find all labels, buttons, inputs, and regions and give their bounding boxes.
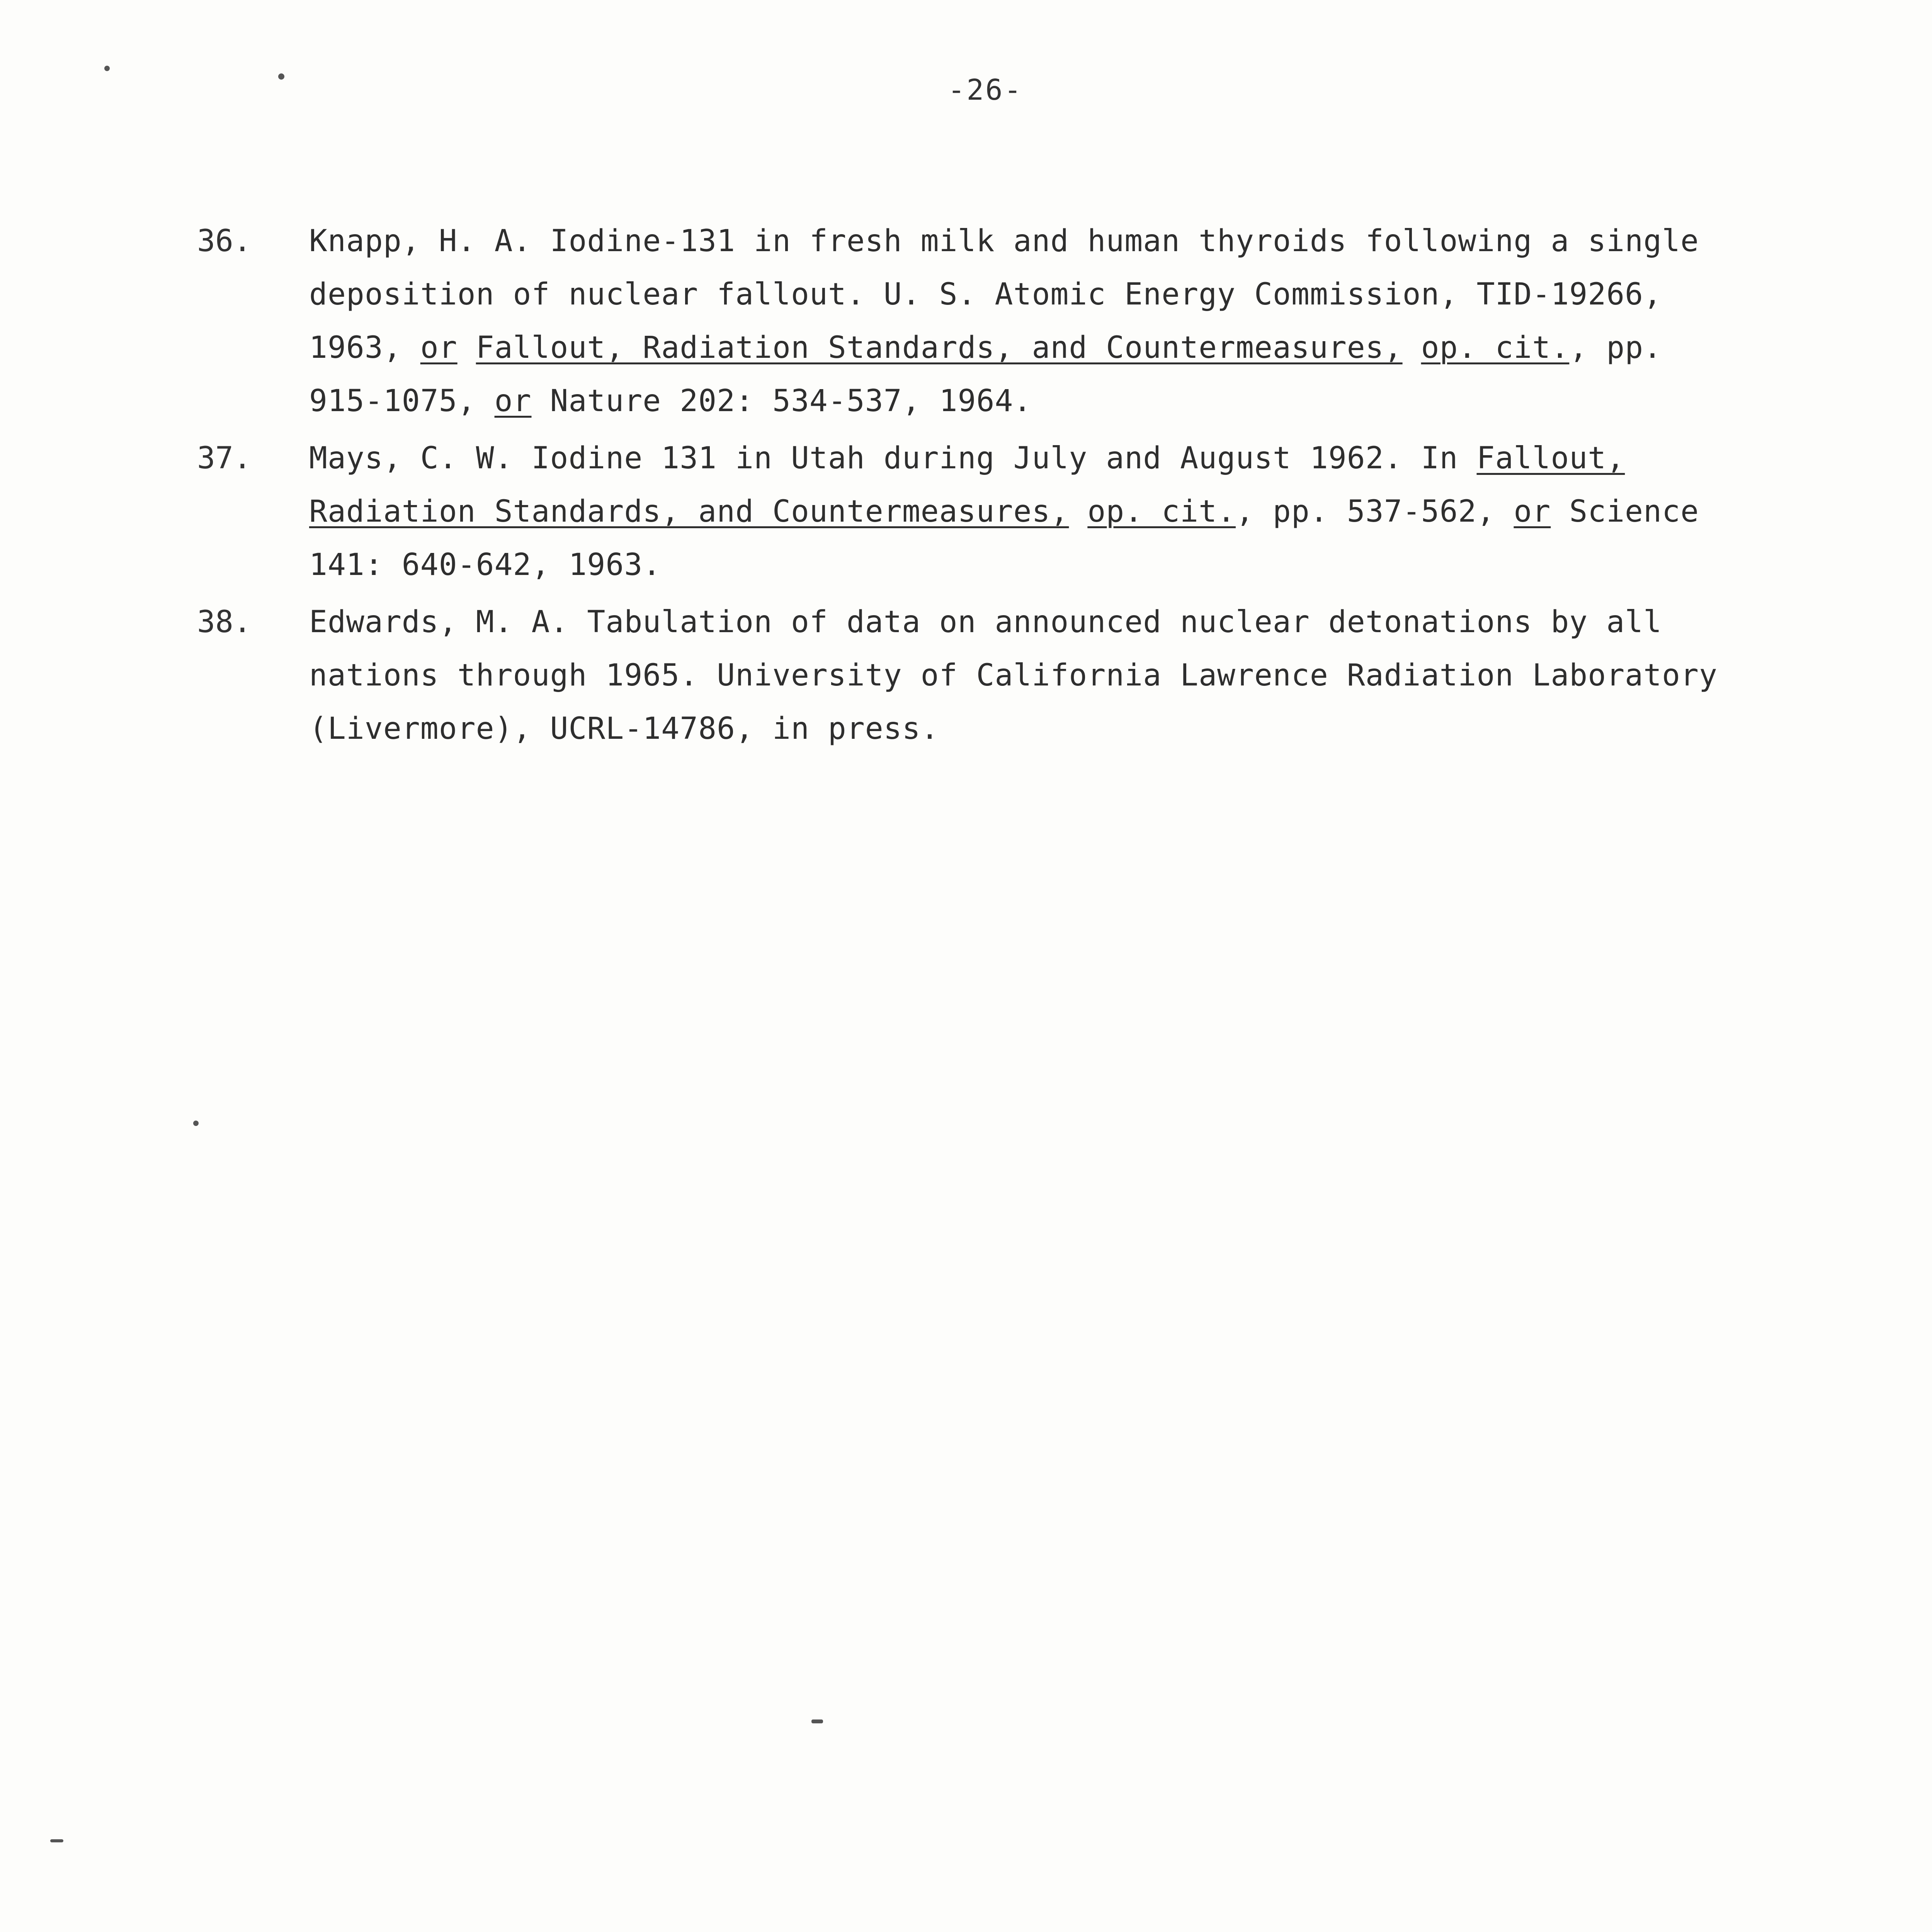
reference-text: Mays, C. W. Iodine 131 in Utah during July and August 1962. In xyxy=(309,441,1477,476)
reference-line xyxy=(309,485,1801,538)
reference-text: 141: 640-642, 1963. xyxy=(309,548,662,582)
underlined-text: op. cit. xyxy=(1421,330,1570,365)
reference-text: (Livermore), UCRL-14786, in press. xyxy=(309,711,939,746)
reference-text: , pp. 537-562, xyxy=(1236,494,1514,529)
scan-speck xyxy=(193,1121,199,1126)
underlined-text: Radiation Standards, and Countermeasures, xyxy=(309,494,1069,529)
reference-number: 38. xyxy=(197,605,252,639)
reference-text: nations through 1965. University of California Lawrence Radiation Laboratory xyxy=(309,658,1718,693)
reference-list xyxy=(197,214,1801,759)
reference-entry xyxy=(197,595,1801,755)
reference-line xyxy=(309,538,1801,592)
reference-line xyxy=(309,595,1801,649)
reference-text: , pp. xyxy=(1569,330,1662,365)
reference-text xyxy=(1069,494,1087,529)
scan-speck xyxy=(811,1719,823,1723)
underlined-text: op. cit. xyxy=(1087,494,1236,529)
underlined-text: or xyxy=(1514,494,1551,529)
reference-line xyxy=(309,214,1801,268)
reference-entry xyxy=(197,432,1801,592)
reference-number: 37. xyxy=(197,441,252,476)
reference-text xyxy=(1403,330,1421,365)
reference-line xyxy=(309,702,1801,755)
reference-text: Knapp, H. A. Iodine-131 in fresh milk and human thyroids following a single xyxy=(309,224,1699,259)
underlined-text: or xyxy=(420,330,457,365)
reference-text: Science xyxy=(1551,494,1699,529)
reference-text: Nature 202: 534-537, 1964. xyxy=(531,384,1032,418)
reference-text: 915-1075, xyxy=(309,384,495,418)
reference-number: 36. xyxy=(197,224,252,259)
reference-entry xyxy=(197,214,1801,428)
reference-text: Edwards, M. A. Tabulation of data on announced nuclear detonations by all xyxy=(309,605,1662,639)
reference-line xyxy=(309,321,1801,374)
scan-speck xyxy=(50,1839,63,1842)
underlined-text: Fallout, xyxy=(1476,441,1625,476)
reference-line xyxy=(309,268,1801,321)
reference-line xyxy=(309,649,1801,702)
scan-speck xyxy=(104,66,110,71)
reference-line xyxy=(309,432,1801,485)
reference-text xyxy=(457,330,476,365)
underlined-text: or xyxy=(494,384,532,418)
reference-text: 1963, xyxy=(309,330,420,365)
scan-speck xyxy=(278,73,284,80)
underlined-text: Fallout, Radiation Standards, and Countermeasures, xyxy=(476,330,1403,365)
reference-text: deposition of nuclear fallout. U. S. Atomic Energy Commission, TID-19266, xyxy=(309,277,1662,312)
page-number: -26- xyxy=(947,73,1023,107)
reference-line xyxy=(309,374,1801,428)
